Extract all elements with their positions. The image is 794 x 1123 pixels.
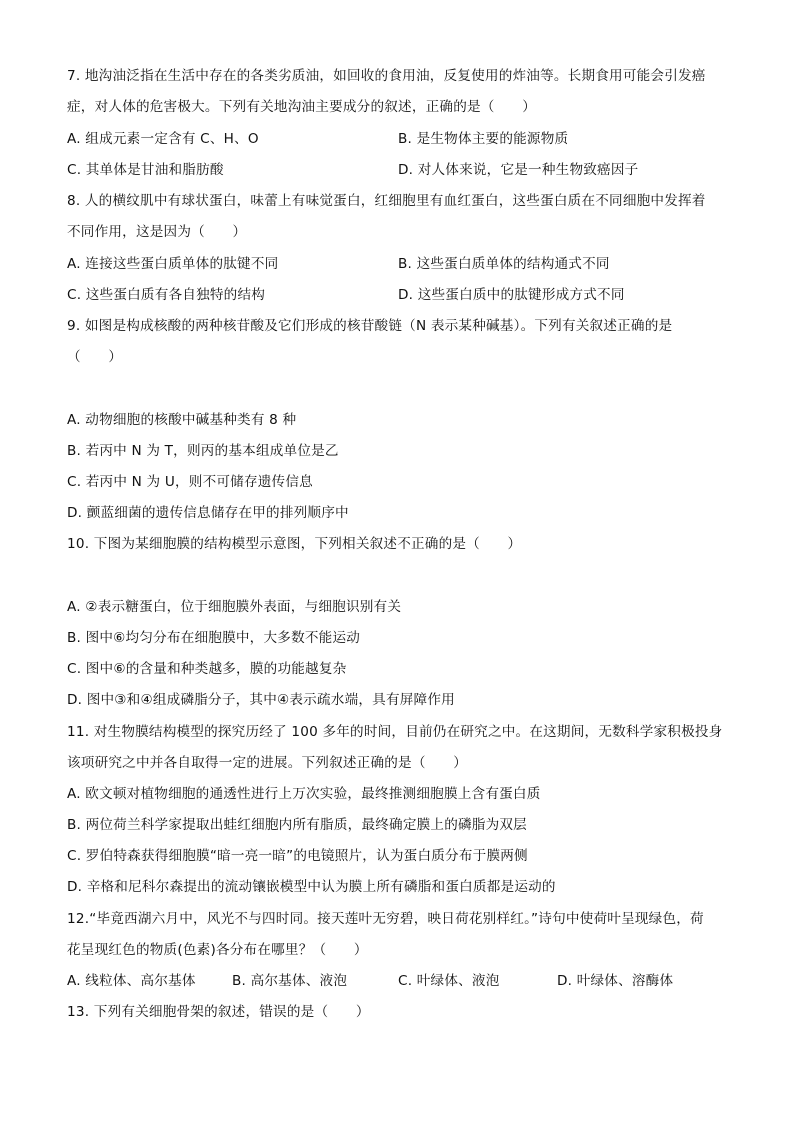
q12-option-b: B. 高尔基体、液泡	[232, 973, 348, 989]
q11-stem-line-1: 11. 对生物膜结构模型的探究历经了 100 多年的时间，目前仍在研究之中。在这期间，无数科学家积极投身	[67, 724, 723, 740]
q8-option-d: D. 这些蛋白质中的肽键形成方式不同	[398, 287, 625, 303]
q10-option-d: D. 图中③和④组成磷脂分子，其中④表示疏水端，具有屏障作用	[67, 692, 455, 708]
q10-option-b: B. 图中⑥均匀分布在细胞膜中，大多数不能运动	[67, 630, 361, 646]
q9-option-d: D. 颤蓝细菌的遗传信息储存在甲的排列顺序中	[67, 505, 349, 521]
q12-option-a: A. 线粒体、高尔基体	[67, 973, 196, 989]
q9-option-c: C. 若丙中 N 为 U，则不可储存遗传信息	[67, 474, 313, 490]
q11-option-a: A. 欧文顿对植物细胞的通透性进行上万次实验，最终推测细胞膜上含有蛋白质	[67, 786, 541, 802]
q8-stem-line-1: 8. 人的横纹肌中有球状蛋白，味蕾上有味觉蛋白，红细胞里有血红蛋白，这些蛋白质在不同细胞中发挥着	[67, 193, 706, 209]
q8-stem-line-2: 不同作用，这是因为（ ）	[67, 224, 247, 240]
q10-option-a: A. ②表示糖蛋白，位于细胞膜外表面，与细胞识别有关	[67, 599, 402, 615]
q7-option-d: D. 对人体来说，它是一种生物致癌因子	[398, 162, 639, 178]
q12-stem-line-1: 12.“毕竟西湖六月中，风光不与四时同。接天莲叶无穷碧，映日荷花别样红。”诗句中使荷叶呈现绿色，荷	[67, 911, 704, 927]
q7-stem-line-1: 7. 地沟油泛指在生活中存在的各类劣质油，如回收的食用油，反复使用的炸油等。长期食用可能会引发癌	[67, 68, 706, 84]
q12-stem-line-2: 花呈现红色的物质(色素)各分布在哪里？（ ）	[67, 942, 368, 958]
q7-option-b: B. 是生物体主要的能源物质	[398, 131, 569, 147]
q12-option-d: D. 叶绿体、溶酶体	[557, 973, 674, 989]
q12-option-c: C. 叶绿体、液泡	[398, 973, 500, 989]
q7-option-c: C. 其单体是甘油和脂肪酸	[67, 162, 224, 178]
q11-option-c: C. 罗伯特森获得细胞膜“暗一亮一暗”的电镜照片，认为蛋白质分布于膜两侧	[67, 848, 528, 864]
q11-option-b: B. 两位荷兰科学家提取出蛙红细胞内所有脂质，最终确定膜上的磷脂为双层	[67, 817, 527, 833]
q13-stem: 13. 下列有关细胞骨架的叙述，错误的是（ ）	[67, 1004, 370, 1020]
q8-option-a: A. 连接这些蛋白质单体的肽键不同	[67, 256, 279, 272]
q7-stem-line-2: 症，对人体的危害极大。下列有关地沟油主要成分的叙述，正确的是（ ）	[67, 99, 536, 115]
q11-option-d: D. 辛格和尼科尔森提出的流动镶嵌模型中认为膜上所有磷脂和蛋白质都是运动的	[67, 879, 556, 895]
q8-option-b: B. 这些蛋白质单体的结构通式不同	[398, 256, 610, 272]
q7-option-a: A. 组成元素一定含有 C、H、O	[67, 131, 259, 147]
q8-option-c: C. 这些蛋白质有各自独特的结构	[67, 287, 266, 303]
q11-stem-line-2: 该项研究之中并各自取得一定的进展。下列叙述正确的是（ ）	[67, 755, 468, 771]
q10-stem: 10. 下图为某细胞膜的结构模型示意图，下列相关叙述不正确的是（ ）	[67, 536, 522, 552]
q9-stem-line-2: （ ）	[67, 349, 123, 365]
q9-option-b: B. 若丙中 N 为 T，则丙的基本组成单位是乙	[67, 443, 339, 459]
q9-stem-line-1: 9. 如图是构成核酸的两种核苷酸及它们形成的核苷酸链（N 表示某种碱基）。下列有关叙述正确的是	[67, 318, 673, 334]
q9-option-a: A. 动物细胞的核酸中碱基种类有 8 种	[67, 412, 297, 428]
q10-option-c: C. 图中⑥的含量和种类越多，膜的功能越复杂	[67, 661, 347, 677]
